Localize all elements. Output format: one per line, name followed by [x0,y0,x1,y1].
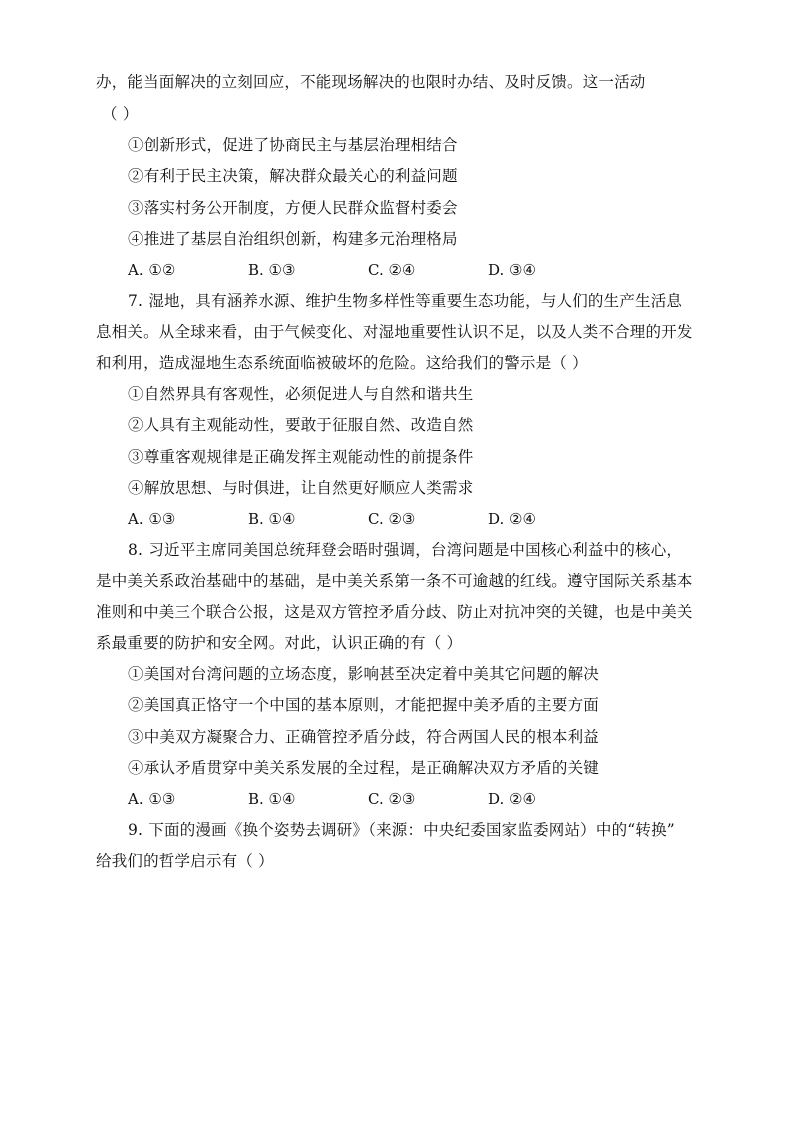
q6-option-c: C. ②④ [368,261,416,279]
q8-stem-line-2: 是中美关系政治基础中的基础，是中美关系第一条不可逾越的红线。遵守国际关系基本 [96,572,693,590]
q7-option-b: B. ①④ [248,510,296,528]
q7-option-a: A. ①③ [128,510,176,528]
q8-item-4: ④承认矛盾贯穿中美关系发展的全过程，是正确解决双方矛盾的关键 [128,759,600,777]
q6-stem-line-1: 办，能当面解决的立刻回应，不能现场解决的也限时办结、及时反馈。这一活动 [96,73,646,91]
q8-item-2: ②美国真正恪守一个中国的基本原则，才能把握中美矛盾的主要方面 [128,696,600,714]
q7-item-2: ②人具有主观能动性，要敢于征服自然、改造自然 [128,416,474,434]
q6-item-3: ③落实村务公开制度，方便人民群众监督村委会 [128,199,458,217]
q8-item-3: ③中美双方凝聚合力、正确管控矛盾分歧，符合两国人民的根本利益 [128,728,600,746]
q6-item-2: ②有利于民主决策，解决群众最关心的利益问题 [128,167,458,185]
q6-answer-blank: （ ） [102,105,139,123]
q8-stem-line-3: 准则和中美三个联合公报，这是双方管控矛盾分歧、防止对抗冲突的关键，也是中美关 [96,603,693,621]
q7-item-3: ③尊重客观规律是正确发挥主观能动性的前提条件 [128,448,474,466]
q7-option-c: C. ②③ [368,510,416,528]
q8-option-c: C. ②③ [368,790,416,808]
q7-stem-line-3: 和利用，造成湿地生态系统面临被破坏的危险。这给我们的警示是（ ） [96,354,588,372]
q6-option-b: B. ①③ [248,261,296,279]
q8-option-d: D. ②④ [488,790,536,808]
q6-item-4: ④推进了基层自治组织创新，构建多元治理格局 [128,230,458,248]
q6-item-1: ①创新形式，促进了协商民主与基层治理相结合 [128,136,458,154]
q9-stem-line-2: 给我们的哲学启示有（ ） [96,852,274,870]
q6-option-a: A. ①② [128,261,176,279]
q7-item-1: ①自然界具有客观性，必须促进人与自然和谐共生 [128,385,474,403]
q7-item-4: ④解放思想、与时俱进，让自然更好顺应人类需求 [128,479,474,497]
q7-option-d: D. ②④ [488,510,536,528]
q8-stem-line-1: 8. 习近平主席同美国总统拜登会晤时强调，台湾问题是中国核心利益中的核心， [128,541,683,559]
q8-option-b: B. ①④ [248,790,296,808]
q6-option-d: D. ③④ [488,261,536,279]
q8-option-a: A. ①③ [128,790,176,808]
q8-item-1: ①美国对台湾问题的立场态度，影响甚至决定着中美其它问题的解决 [128,665,600,683]
q7-stem-line-1: 7. 湿地，具有涵养水源、维护生物多样性等重要生态功能，与人们的生产生活息 [128,292,683,310]
q9-stem-line-1: 9. 下面的漫画《换个姿势去调研》（来源：中央纪委国家监委网站）中的“转换” [128,821,675,839]
q7-stem-line-2: 息相关。从全球来看，由于气候变化、对湿地重要性认识不足，以及人类不合理的开发 [96,323,693,341]
q8-stem-line-4: 系最重要的防护和安全网。对此，认识正确的有（ ） [96,634,463,652]
